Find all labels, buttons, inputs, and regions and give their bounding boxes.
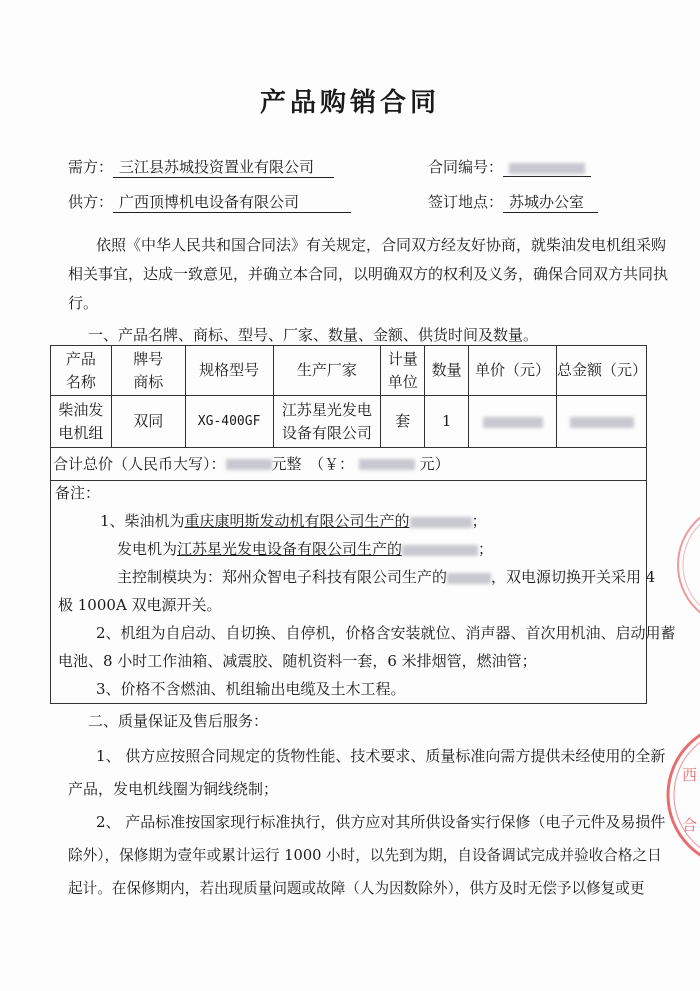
total-mid: 元整 （￥： <box>271 454 355 473</box>
section2-line: 1、 供方应按照合同规定的货物性能、技术要求、质量标准向需方提供未经使用的全新 <box>96 747 666 765</box>
total-row <box>51 448 647 481</box>
contract-no-row <box>428 156 591 177</box>
buyer-row <box>68 156 334 178</box>
svg-text:合: 合 <box>682 816 698 834</box>
section2-line: 除外），保修期为壹年或累计运行 1000 小时，以先到为期，自设备调试完成并验收合格之日 <box>68 847 662 864</box>
remark-line: 3、价格不含燃油、机组输出电缆及土木工程。 <box>96 680 406 698</box>
total-number-redacted <box>359 459 415 470</box>
buyer-label: 需方： <box>68 158 114 176</box>
intro-line: 依照《中华人民共和国合同法》有关规定，合同双方经友好协商，就柴油发电机组采购 <box>96 236 667 254</box>
section2-line: 起计。在保修期内，若出现质量问题或故障（人为因数除外），供方及时无偿予以修复或更 <box>68 880 645 897</box>
company-seal-stamp-top <box>670 500 700 630</box>
th-product: 产品 名称 <box>51 346 112 396</box>
section2-line: 产品，发电机线圈为铜线绕制； <box>68 780 279 798</box>
supplier-row <box>68 191 351 213</box>
th-total: 总金额（元） <box>557 346 647 396</box>
contract-no-label: 合同编号： <box>428 158 504 176</box>
cell-brand: 双同 <box>111 396 185 448</box>
sign-place-row <box>428 191 598 213</box>
section2-heading: 二、质量保证及售后服务： <box>88 712 269 730</box>
th-quantity: 数量 <box>425 346 469 396</box>
th-unit: 计量 单位 <box>381 346 425 396</box>
remark-line: 发电机为江苏星光发电设备有限公司生产的 ； <box>117 540 494 558</box>
sign-place-label: 签订地点： <box>428 193 504 211</box>
remark-line: 1、柴油机为重庆康明斯发动机有限公司生产的 ； <box>100 512 487 530</box>
intro-line: 行。 <box>68 294 99 312</box>
sign-place-value: 苏城办公室 <box>503 191 598 213</box>
total-words-redacted <box>226 459 272 470</box>
table-header-row <box>51 346 647 396</box>
cell-unit: 套 <box>381 396 425 448</box>
section1-heading: 一、产品名牌、商标、型号、厂家、数量、金额、供货时间及数量。 <box>88 326 539 344</box>
intro-line: 相关事宜，达成一致意见，并确立本合同，以明确双方的权利及义务，确保合同双方共同执 <box>68 265 669 283</box>
remark-line: 主控制模块为：郑州众智电子科技有限公司生产的 ，双电源切换开关采用 4 <box>117 568 656 586</box>
remark-line: 电池、8 小时工作油箱、减震胶、随机资料一套，6 米排烟管，燃油管； <box>58 652 537 670</box>
supplier-value: 广西顶博机电设备有限公司 <box>113 191 351 213</box>
th-model: 规格型号 <box>185 346 273 396</box>
section2-line: 2、 产品标准按国家现行标准执行，供方应对其所供设备实行保修（电子元件及易损件 <box>96 813 666 831</box>
cell-model: XG-400GF <box>185 396 273 448</box>
cell-unit-price-redacted <box>469 396 557 448</box>
product-table <box>50 345 647 481</box>
cell-manufacturer: 江苏星光发电 设备有限公司 <box>273 396 381 448</box>
th-manufacturer: 生产厂家 <box>273 346 381 396</box>
cell-quantity: 1 <box>425 396 469 448</box>
cell-total-redacted <box>557 396 647 448</box>
th-brand: 牌号 商标 <box>111 346 185 396</box>
total-prefix: 合计总价（人民币大写）： <box>53 454 226 473</box>
table-row <box>51 396 647 448</box>
remark-line: 2、机组为自启动、自切换、自停机，价格含安装就位、消声器、首次用机油、启动用蓄 <box>96 624 676 642</box>
total-suffix: 元） <box>419 454 450 473</box>
th-unit-price: 单价（元） <box>469 346 557 396</box>
supplier-label: 供方： <box>68 193 114 211</box>
company-seal-stamp <box>660 720 700 870</box>
cell-product: 柴油发 电机组 <box>51 396 112 448</box>
buyer-value: 三江县苏城投资置业有限公司 <box>113 156 334 178</box>
svg-text:西: 西 <box>682 766 698 784</box>
remark-line: 极 1000A 双电源开关。 <box>58 596 222 614</box>
contract-title: 产品购销合同 <box>259 88 440 118</box>
remarks-label: 备注： <box>55 484 101 502</box>
contract-no-value-redacted <box>503 158 591 177</box>
